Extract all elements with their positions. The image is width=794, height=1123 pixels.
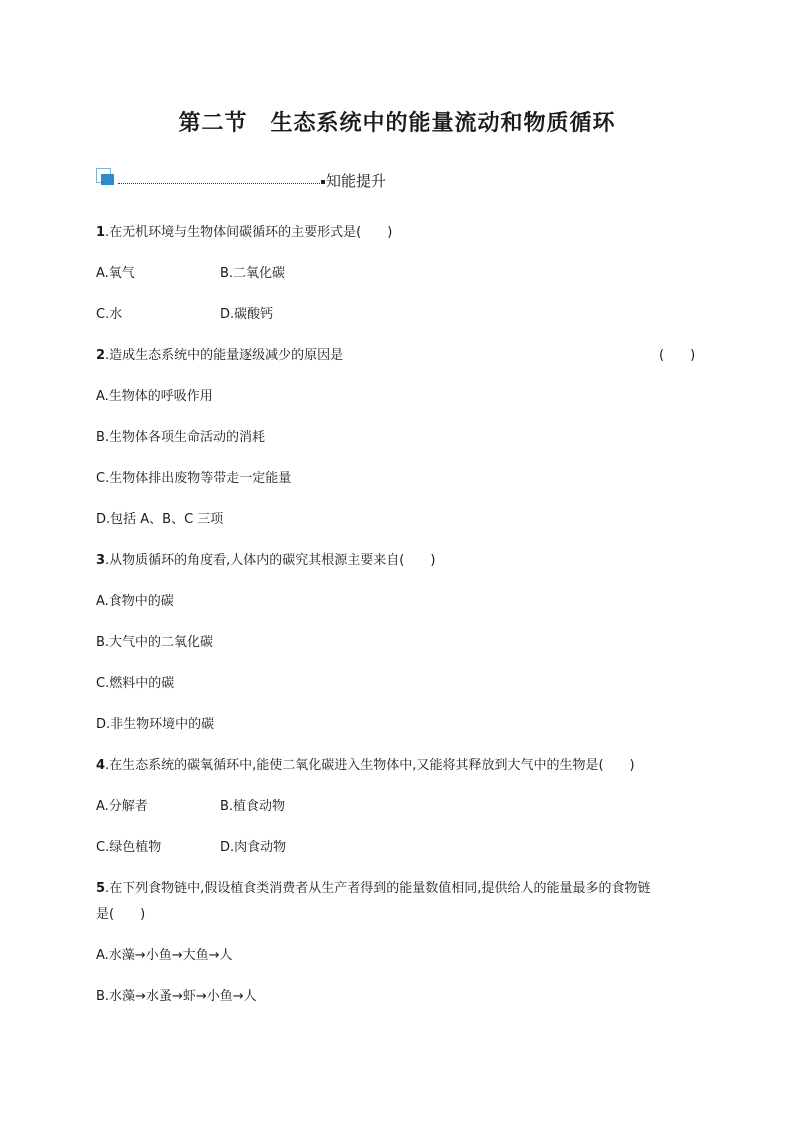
answer-paren: ( ) [659,348,696,363]
question-1-stem: 1.在无机环境与生物体间碳循环的主要形式是( ) [96,225,393,240]
dotted-leader [118,183,320,184]
question-number: 4 [96,758,106,773]
question-number: 3 [96,553,106,568]
leader-end-square [321,180,325,184]
section-marker-icon-fill [101,174,114,185]
option-3c: C.燃料中的碳 [96,676,175,691]
question-4-stem: 4.在生态系统的碳氧循环中,能使二氧化碳进入生物体中,又能将其释放到大气中的生物是( ) [96,758,635,773]
question-5-stem-cont: 是( ) [96,907,146,922]
option-3d: D.非生物环境中的碳 [96,717,215,732]
question-2-stem: 2.造成生态系统中的能量逐级减少的原因是 [96,348,344,363]
option-1d: D.碳酸钙 [220,307,274,322]
option-2b: B.生物体各项生命活动的消耗 [96,430,266,445]
option-1c: C.水 [96,307,123,322]
question-number: 2 [96,348,106,363]
option-4d: D.肉食动物 [220,840,287,855]
option-3a: A.食物中的碳 [96,594,174,609]
option-4a: A.分解者 [96,799,148,814]
option-4c: C.绿色植物 [96,840,162,855]
option-1a: A.氧气 [96,266,135,281]
section-header [96,168,396,192]
section-label: 知能提升 [326,172,387,190]
question-number: 1 [96,225,106,240]
option-3b: B.大气中的二氧化碳 [96,635,214,650]
option-5b: B.水藻→水蚤→虾→小鱼→人 [96,989,257,1004]
question-5-stem: 5.在下列食物链中,假设植食类消费者从生产者得到的能量数值相同,提供给人的能量最多的食物链 [96,881,651,896]
question-number: 5 [96,881,106,896]
option-2a: A.生物体的呼吸作用 [96,389,213,404]
option-4b: B.植食动物 [220,799,286,814]
page-title: 第二节 生态系统中的能量流动和物质循环 [178,111,616,136]
option-2d: D.包括 A、B、C 三项 [96,512,224,527]
option-5a: A.水藻→小鱼→大鱼→人 [96,948,233,963]
option-1b: B.二氧化碳 [220,266,286,281]
question-3-stem: 3.从物质循环的角度看,人体内的碳究其根源主要来自( ) [96,553,436,568]
option-2c: C.生物体排出废物等带走一定能量 [96,471,292,486]
